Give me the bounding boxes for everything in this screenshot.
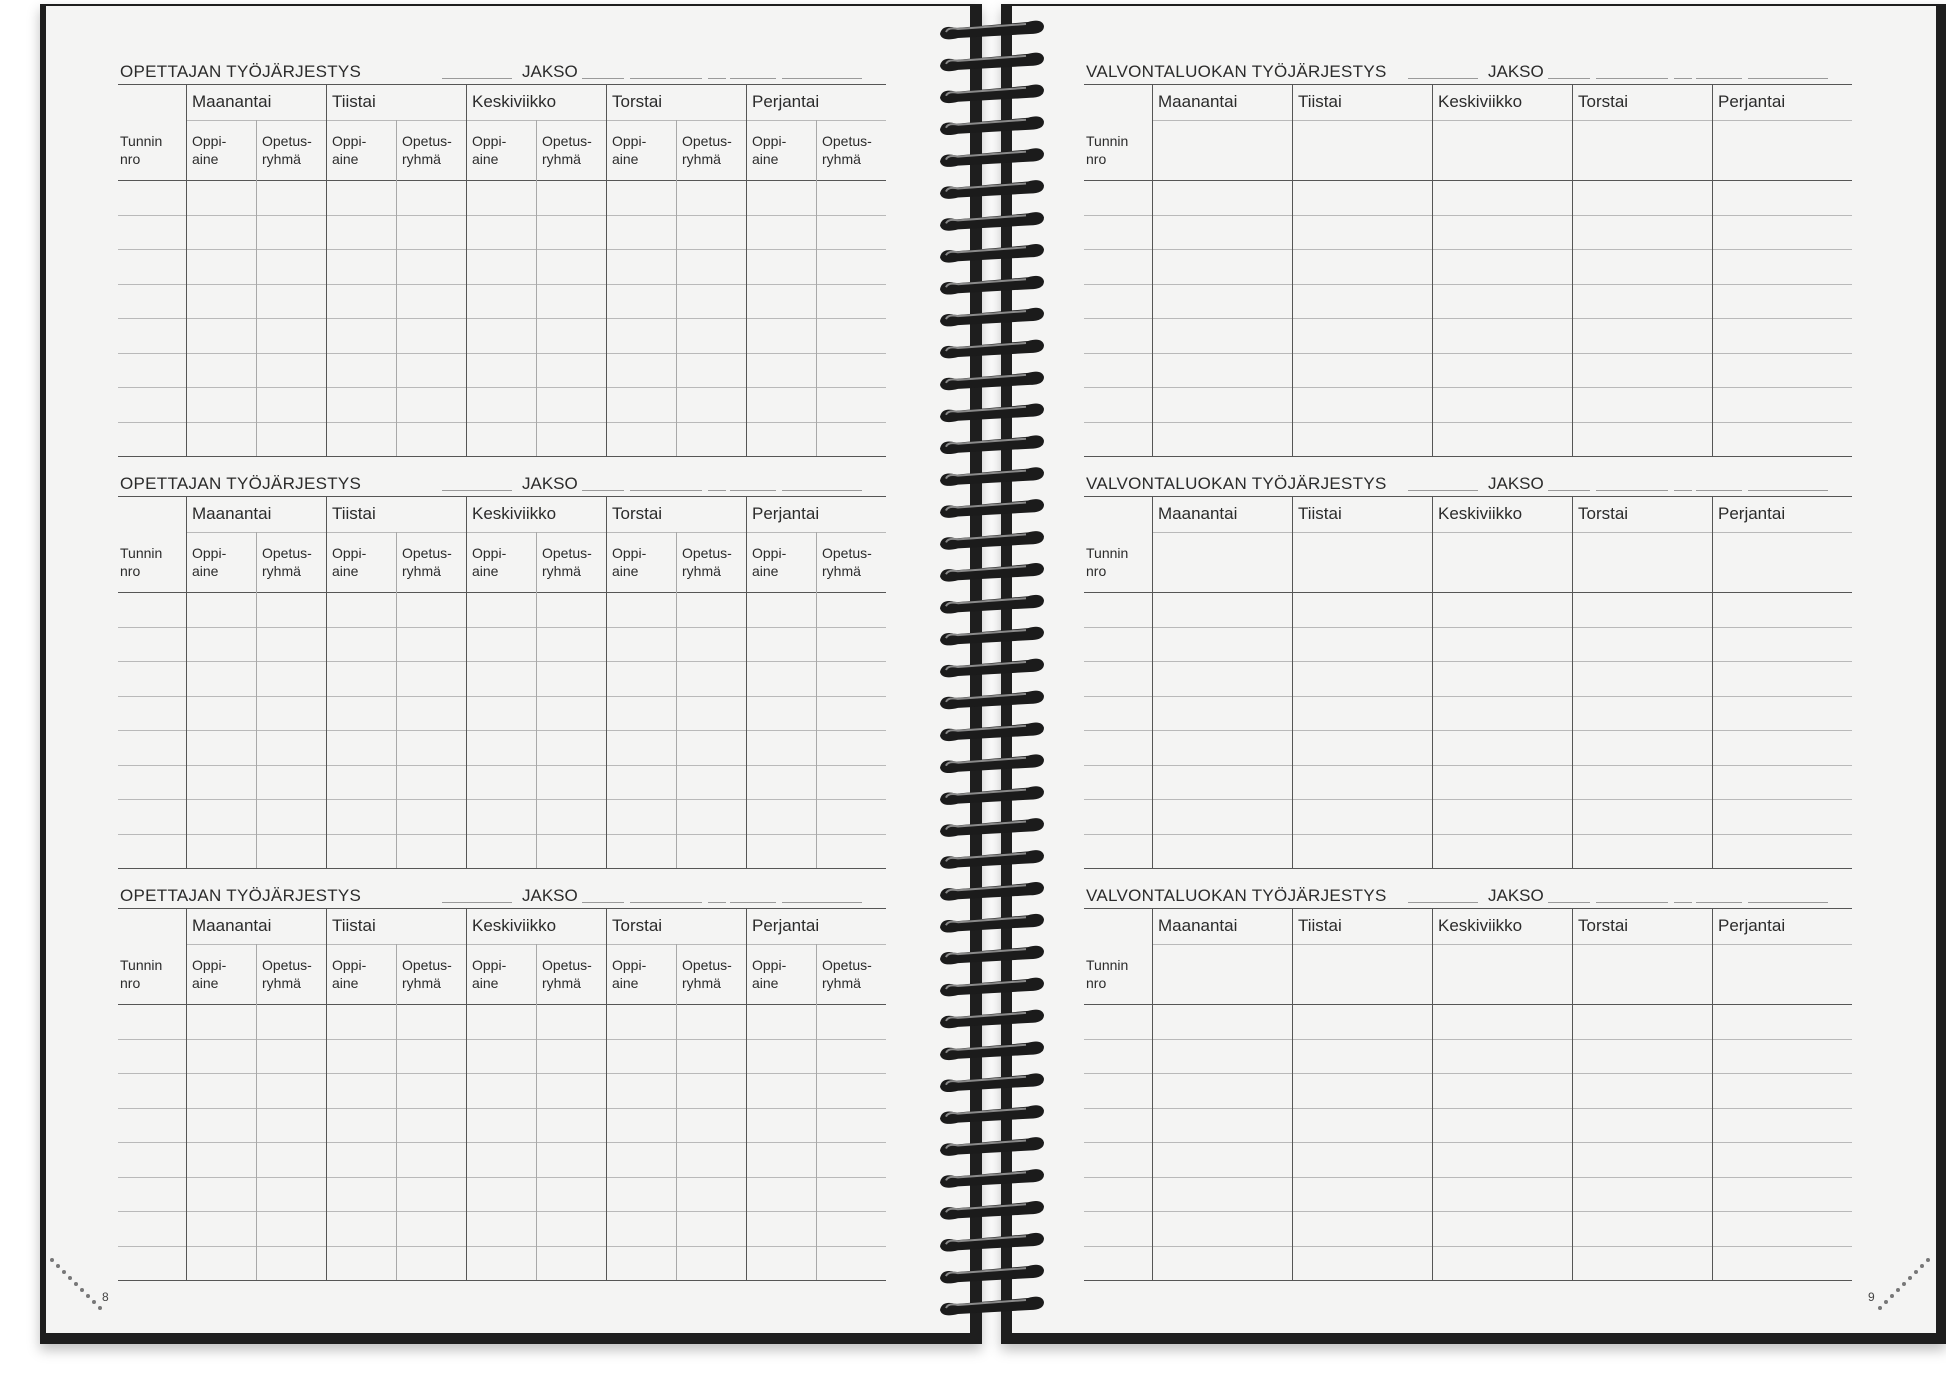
corner-dot (1908, 1276, 1912, 1280)
grid-rule (1084, 284, 1852, 285)
spiral-ring (940, 1041, 1044, 1060)
blank-line (708, 902, 726, 903)
corner-dot (50, 1258, 54, 1262)
group-header: Opetus- ryhmä (262, 957, 312, 991)
corner-dot (62, 1270, 66, 1274)
blank-line (782, 490, 862, 491)
grid-rule (118, 496, 886, 497)
blank-line (1696, 902, 1742, 903)
blank-line (442, 78, 512, 79)
group-header: Opetus- ryhmä (542, 545, 592, 579)
blank-line (1748, 78, 1828, 79)
corner-dot (92, 1300, 96, 1304)
blank-line (442, 490, 512, 491)
grid-divider (536, 944, 537, 1280)
subject-header: Oppi- aine (752, 133, 787, 167)
blank-line (582, 490, 624, 491)
blank-line (782, 78, 862, 79)
group-header: Opetus- ryhmä (402, 957, 452, 991)
grid-rule (118, 353, 886, 354)
blank-line (442, 902, 512, 903)
spiral-ring (940, 308, 1044, 327)
spiral-ring (940, 1169, 1044, 1188)
jakso-label: JAKSO (1488, 886, 1544, 905)
blank-line (582, 902, 624, 903)
grid-rule (1084, 318, 1852, 319)
blank-line (1548, 78, 1590, 79)
subject-header: Oppi- aine (472, 545, 507, 579)
corner-dot (74, 1282, 78, 1286)
grid-divider (186, 908, 187, 1280)
spiral-ring (940, 340, 1044, 359)
jakso-label: JAKSO (522, 474, 578, 493)
subject-header: Oppi- aine (612, 133, 647, 167)
spiral-ring (940, 563, 1044, 582)
blank-line (730, 78, 776, 79)
group-header: Opetus- ryhmä (402, 545, 452, 579)
grid-divider (1712, 908, 1713, 1280)
corner-dot (1914, 1270, 1918, 1274)
grid-rule (118, 215, 886, 216)
group-header: Opetus- ryhmä (682, 133, 732, 167)
grid-rule (118, 1280, 886, 1281)
grid-rule (1084, 1073, 1852, 1074)
day-header: Perjantai (1718, 504, 1786, 523)
schedule-grid (118, 496, 888, 866)
grid-divider (256, 944, 257, 1280)
grid-rule (118, 456, 886, 457)
grid-rule (118, 696, 886, 697)
blank-line (1548, 490, 1590, 491)
spiral-ring (940, 403, 1044, 422)
schedule-block (1084, 62, 1854, 462)
group-header: Opetus- ryhmä (822, 545, 872, 579)
subject-header: Oppi- aine (192, 957, 227, 991)
jakso-label: JAKSO (522, 886, 578, 905)
grid-rule (118, 1004, 886, 1005)
corner-dot (1920, 1264, 1924, 1268)
grid-rule (1084, 456, 1852, 457)
blank-line (1548, 902, 1590, 903)
grid-rule (118, 1142, 886, 1143)
grid-rule (118, 834, 886, 835)
grid-rule (1084, 1177, 1852, 1178)
blank-line (1596, 902, 1668, 903)
schedule-block (118, 886, 888, 1286)
subject-header: Oppi- aine (192, 133, 227, 167)
grid-rule (118, 318, 886, 319)
grid-rule (1084, 1142, 1852, 1143)
lesson-number-header: Tunnin nro (1086, 957, 1129, 991)
grid-divider (186, 84, 187, 456)
day-header: Tiistai (1298, 92, 1342, 111)
spiral-ring (940, 212, 1044, 231)
day-header: Keskiviikko (472, 916, 557, 935)
schedule-grid (1084, 908, 1854, 1278)
jakso-label: JAKSO (522, 62, 578, 81)
blank-line (1696, 78, 1742, 79)
corner-dot (80, 1288, 84, 1292)
grid-divider (816, 532, 817, 868)
grid-divider (816, 120, 817, 456)
grid-rule (118, 1177, 886, 1178)
day-header: Maanantai (1158, 92, 1238, 111)
grid-rule (118, 730, 886, 731)
lesson-number-header: Tunnin nro (1086, 545, 1129, 579)
grid-divider (676, 944, 677, 1280)
day-header: Keskiviikko (1438, 504, 1523, 523)
day-header: Torstai (612, 504, 663, 523)
day-header: Perjantai (1718, 916, 1786, 935)
spiral-ring (940, 1201, 1044, 1220)
grid-divider (396, 944, 397, 1280)
day-header: Perjantai (1718, 92, 1786, 111)
spiral-ring (940, 1073, 1044, 1092)
spiral-ring (940, 691, 1044, 710)
day-header: Torstai (1578, 504, 1629, 523)
grid-rule (1084, 661, 1852, 662)
schedule-title: OPETTAJAN TYÖJÄRJESTYS (120, 62, 362, 81)
blank-line (1696, 490, 1742, 491)
group-header: Opetus- ryhmä (262, 545, 312, 579)
subject-header: Oppi- aine (332, 133, 367, 167)
spiral-ring (940, 21, 1044, 40)
day-header: Torstai (1578, 92, 1629, 111)
grid-divider (676, 532, 677, 868)
day-header: Perjantai (752, 92, 820, 111)
day-header: Maanantai (192, 916, 272, 935)
grid-divider (396, 532, 397, 868)
grid-divider (1152, 908, 1153, 1280)
grid-divider (746, 908, 747, 1280)
day-header: Torstai (612, 916, 663, 935)
schedule-title: OPETTAJAN TYÖJÄRJESTYS (120, 474, 362, 493)
grid-rule (118, 1039, 886, 1040)
grid-divider (466, 84, 467, 456)
blank-line (1408, 490, 1478, 491)
blank-line (1408, 902, 1478, 903)
spiral-ring (940, 1233, 1044, 1252)
day-header: Tiistai (1298, 504, 1342, 523)
lesson-number-header: Tunnin nro (1086, 133, 1129, 167)
lesson-number-header: Tunnin nro (120, 545, 163, 579)
day-header: Tiistai (332, 92, 376, 111)
grid-rule (118, 1073, 886, 1074)
spiral-ring (940, 786, 1044, 805)
blank-line (630, 490, 702, 491)
corner-dot (1878, 1306, 1882, 1310)
grid-rule (1084, 249, 1852, 250)
day-header: Tiistai (332, 504, 376, 523)
grid-rule (118, 422, 886, 423)
day-header: Tiistai (1298, 916, 1342, 935)
spiral-ring (940, 1137, 1044, 1156)
grid-rule (1084, 422, 1852, 423)
schedule-title: VALVONTALUOKAN TYÖJÄRJESTYS (1086, 474, 1387, 493)
left-page (46, 6, 970, 1333)
spiral-ring (940, 595, 1044, 614)
spiral-ring (940, 818, 1044, 837)
subject-header: Oppi- aine (752, 545, 787, 579)
grid-rule (118, 180, 886, 181)
spiral-ring (940, 372, 1044, 391)
spiral-ring (940, 276, 1044, 295)
corner-dot (86, 1294, 90, 1298)
lesson-number-header: Tunnin nro (120, 133, 163, 167)
grid-rule (118, 249, 886, 250)
blank-line (730, 902, 776, 903)
grid-rule (1084, 627, 1852, 628)
grid-divider (1432, 908, 1433, 1280)
grid-rule (1152, 532, 1852, 533)
spiral-ring (940, 180, 1044, 199)
schedule-grid (118, 84, 888, 454)
right-page (1012, 6, 1936, 1333)
grid-rule (118, 84, 886, 85)
grid-rule (1084, 592, 1852, 593)
grid-divider (536, 120, 537, 456)
corner-dot (1884, 1300, 1888, 1304)
grid-divider (326, 496, 327, 868)
jakso-label: JAKSO (1488, 474, 1544, 493)
grid-rule (1152, 120, 1852, 121)
blank-line (630, 78, 702, 79)
subject-header: Oppi- aine (612, 957, 647, 991)
spiral-ring (940, 435, 1044, 454)
grid-divider (1572, 84, 1573, 456)
blank-line (1596, 490, 1668, 491)
subject-header: Oppi- aine (612, 545, 647, 579)
spiral-ring (940, 722, 1044, 741)
schedule-block (1084, 474, 1854, 874)
spiral-ring (940, 1265, 1044, 1284)
grid-rule (1084, 1280, 1852, 1281)
grid-rule (118, 661, 886, 662)
grid-divider (1292, 496, 1293, 868)
spiral-ring (940, 946, 1044, 965)
spiral-ring (940, 978, 1044, 997)
grid-rule (1152, 944, 1852, 945)
corner-dot (98, 1306, 102, 1310)
spiral-ring (940, 244, 1044, 263)
day-header: Maanantai (1158, 916, 1238, 935)
spiral-ring (940, 116, 1044, 135)
grid-divider (606, 908, 607, 1280)
day-header: Keskiviikko (472, 504, 557, 523)
grid-rule (1084, 799, 1852, 800)
grid-rule (118, 868, 886, 869)
day-header: Keskiviikko (472, 92, 557, 111)
grid-rule (1084, 765, 1852, 766)
blank-line (708, 490, 726, 491)
spiral-binding (932, 18, 1052, 1338)
schedule-grid (118, 908, 888, 1278)
day-header: Keskiviikko (1438, 92, 1523, 111)
grid-divider (1432, 496, 1433, 868)
subject-header: Oppi- aine (472, 133, 507, 167)
grid-rule (118, 1246, 886, 1247)
schedule-grid (1084, 84, 1854, 454)
blank-line (782, 902, 862, 903)
spiral-ring (940, 882, 1044, 901)
subject-header: Oppi- aine (332, 957, 367, 991)
schedule-title: VALVONTALUOKAN TYÖJÄRJESTYS (1086, 62, 1387, 81)
grid-rule (1084, 908, 1852, 909)
grid-rule (118, 908, 886, 909)
blank-line (582, 78, 624, 79)
grid-rule (1084, 1108, 1852, 1109)
grid-divider (1292, 908, 1293, 1280)
grid-rule (118, 284, 886, 285)
blank-line (730, 490, 776, 491)
day-header: Perjantai (752, 916, 820, 935)
spiral-ring (940, 148, 1044, 167)
corner-dot (56, 1264, 60, 1268)
day-header: Torstai (612, 92, 663, 111)
grid-rule (118, 627, 886, 628)
spiral-ring (940, 1297, 1044, 1316)
grid-divider (186, 496, 187, 868)
grid-rule (1084, 353, 1852, 354)
grid-rule (1084, 1246, 1852, 1247)
blank-line (1674, 78, 1692, 79)
corner-dot (1896, 1288, 1900, 1292)
schedule-grid (1084, 496, 1854, 866)
grid-divider (326, 84, 327, 456)
grid-rule (1084, 1004, 1852, 1005)
page-number-right: 9 (1868, 1290, 1875, 1304)
grid-divider (326, 908, 327, 1280)
grid-rule (1084, 84, 1852, 85)
grid-divider (816, 944, 817, 1280)
grid-divider (466, 496, 467, 868)
grid-rule (1084, 1039, 1852, 1040)
grid-rule (118, 1108, 886, 1109)
blank-line (1596, 78, 1668, 79)
blank-line (1748, 902, 1828, 903)
grid-divider (746, 84, 747, 456)
grid-divider (1712, 496, 1713, 868)
grid-rule (1084, 730, 1852, 731)
grid-rule (1084, 1211, 1852, 1212)
spiral-ring (940, 499, 1044, 518)
blank-line (1408, 78, 1478, 79)
grid-divider (466, 908, 467, 1280)
grid-rule (118, 592, 886, 593)
spiral-ring (940, 850, 1044, 869)
grid-rule (118, 1211, 886, 1212)
subject-header: Oppi- aine (752, 957, 787, 991)
blank-line (1674, 490, 1692, 491)
grid-rule (1084, 868, 1852, 869)
day-header: Maanantai (192, 92, 272, 111)
spiral-ring (940, 1010, 1044, 1029)
blank-line (708, 78, 726, 79)
day-header: Maanantai (1158, 504, 1238, 523)
day-header: Perjantai (752, 504, 820, 523)
grid-divider (1432, 84, 1433, 456)
schedule-block (118, 474, 888, 874)
schedule-block (118, 62, 888, 462)
grid-divider (1572, 908, 1573, 1280)
grid-rule (1084, 215, 1852, 216)
blank-line (630, 902, 702, 903)
grid-divider (606, 84, 607, 456)
spiral-ring (940, 53, 1044, 72)
spiral-ring (940, 754, 1044, 773)
spiral-ring (940, 659, 1044, 678)
grid-divider (606, 496, 607, 868)
grid-rule (118, 799, 886, 800)
day-header: Keskiviikko (1438, 916, 1523, 935)
grid-rule (1084, 180, 1852, 181)
group-header: Opetus- ryhmä (402, 133, 452, 167)
grid-rule (1084, 387, 1852, 388)
corner-dot (1926, 1258, 1930, 1262)
grid-divider (676, 120, 677, 456)
spiral-ring (940, 627, 1044, 646)
grid-rule (118, 765, 886, 766)
blank-line (1748, 490, 1828, 491)
grid-divider (1572, 496, 1573, 868)
grid-divider (1152, 84, 1153, 456)
day-header: Torstai (1578, 916, 1629, 935)
grid-divider (746, 496, 747, 868)
corner-dot (1890, 1294, 1894, 1298)
grid-rule (118, 387, 886, 388)
grid-rule (1084, 834, 1852, 835)
group-header: Opetus- ryhmä (822, 133, 872, 167)
spiral-ring (940, 467, 1044, 486)
schedule-title: VALVONTALUOKAN TYÖJÄRJESTYS (1086, 886, 1387, 905)
spiral-ring (940, 914, 1044, 933)
spiral-ring (940, 84, 1044, 103)
grid-divider (1292, 84, 1293, 456)
schedule-block (1084, 886, 1854, 1286)
group-header: Opetus- ryhmä (822, 957, 872, 991)
spiral-ring (940, 531, 1044, 550)
grid-divider (1712, 84, 1713, 456)
day-header: Tiistai (332, 916, 376, 935)
subject-header: Oppi- aine (192, 545, 227, 579)
grid-rule (1084, 696, 1852, 697)
spiral-ring (940, 1105, 1044, 1124)
grid-divider (256, 532, 257, 868)
jakso-label: JAKSO (1488, 62, 1544, 81)
group-header: Opetus- ryhmä (682, 957, 732, 991)
grid-divider (396, 120, 397, 456)
corner-dot (68, 1276, 72, 1280)
grid-divider (256, 120, 257, 456)
page-number-left: 8 (102, 1290, 109, 1304)
group-header: Opetus- ryhmä (682, 545, 732, 579)
schedule-title: OPETTAJAN TYÖJÄRJESTYS (120, 886, 362, 905)
grid-divider (1152, 496, 1153, 868)
subject-header: Oppi- aine (472, 957, 507, 991)
corner-dot (1902, 1282, 1906, 1286)
group-header: Opetus- ryhmä (542, 957, 592, 991)
group-header: Opetus- ryhmä (262, 133, 312, 167)
lesson-number-header: Tunnin nro (120, 957, 163, 991)
blank-line (1674, 902, 1692, 903)
grid-rule (1084, 496, 1852, 497)
grid-divider (536, 532, 537, 868)
group-header: Opetus- ryhmä (542, 133, 592, 167)
subject-header: Oppi- aine (332, 545, 367, 579)
day-header: Maanantai (192, 504, 272, 523)
